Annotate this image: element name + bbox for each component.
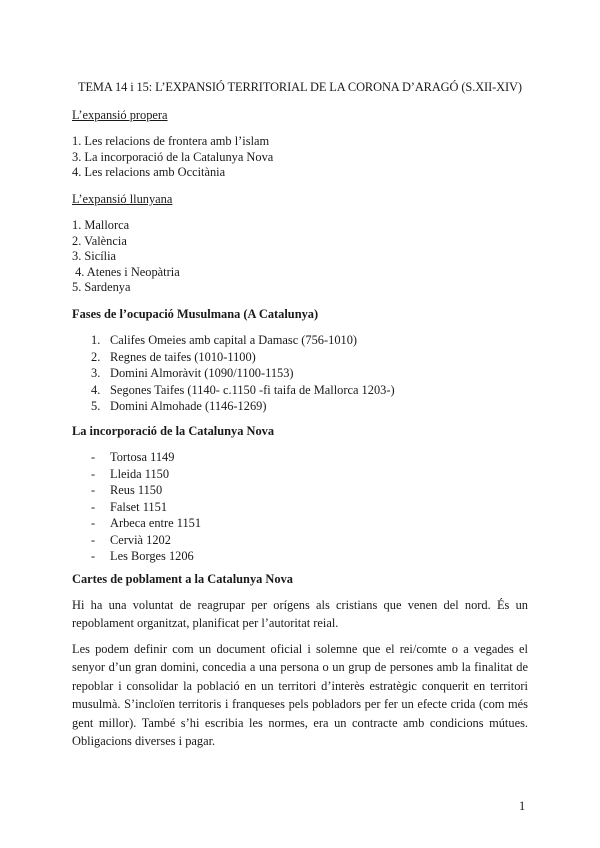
list-item: 3. La incorporació de la Catalunya Nova <box>72 149 274 164</box>
list-text: Califes Omeies amb capital a Damasc (756-1010) <box>110 333 358 347</box>
list-item <box>72 548 528 565</box>
section-fases <box>72 307 528 323</box>
list-item: 1. Mallorca <box>72 218 130 232</box>
list-text: Domini Almohade (1146-1269) <box>110 399 267 413</box>
list-item <box>72 382 528 399</box>
section-expansio-llunyana <box>72 192 528 208</box>
dash-bullet: - <box>91 466 96 481</box>
list-number: 5. <box>91 399 101 413</box>
dash-bullet: - <box>91 483 96 497</box>
dash-bullet: - <box>91 532 96 547</box>
paragraph-cartes-2: Les podem definir com un document oficial i solemne que el rei/comte o a vegades el senyor d’un gran domini, concedia a una persona o un grup de persones amb la finalitat de repoblar i consolidar la població en un territori d’interès estratègic conquerit en territori musulmà. S’incloïen territoris i franqueses pels pobladors per fer un efecte crida (com més gent millor). També s’hi escribia les normes, era un contracte amb condicions mútues. Obligacions diverses i pagar. <box>72 642 528 749</box>
list-item: 4. Atenes i Neopàtria <box>72 264 180 279</box>
list-text: Domini Almoràvit (1090/1100-1153) <box>110 366 294 380</box>
list-number: 2. <box>91 349 101 364</box>
list-item: 3. Sicília <box>72 249 117 264</box>
list-item <box>72 499 528 516</box>
list-text: Lleida 1150 <box>110 466 170 481</box>
list-item: 5. Sardenya <box>72 280 131 295</box>
list-text: Les Borges 1206 <box>110 549 194 563</box>
list-text: Regnes de taifes (1010-1100) <box>110 349 256 364</box>
list-number: 4. <box>91 382 101 397</box>
list-text: Tortosa 1149 <box>110 450 175 464</box>
section-catalunya-nova <box>72 424 528 440</box>
list-number: 3. <box>91 366 101 380</box>
list-expansio-llunyana <box>72 218 528 296</box>
list-item <box>72 365 528 382</box>
list-fases <box>72 332 528 415</box>
list-item <box>72 515 528 532</box>
list-item: 1. Les relacions de frontera amb l’islam <box>72 134 270 148</box>
list-item <box>72 349 528 366</box>
list-item <box>72 482 528 499</box>
section-expansio-propera <box>72 108 528 124</box>
list-item <box>72 398 528 415</box>
document-title: TEMA 14 i 15: L’EXPANSIÓ TERRITORIAL DE LA CORONA D’ARAGÓ (S.XII-XIV) <box>78 80 522 94</box>
heading-cartes: Cartes de poblament a la Catalunya Nova <box>72 572 293 586</box>
dash-bullet: - <box>91 516 96 530</box>
list-number: 1. <box>91 333 101 347</box>
heading-fases: Fases de l’ocupació Musulmana (A Catalunya) <box>72 307 319 321</box>
list-text: Segones Taifes (1140- c.1150 -fi taifa de Mallorca 1203-) <box>110 382 395 397</box>
list-item: 2. València <box>72 233 127 248</box>
heading-expansio-propera: L’expansió propera <box>72 108 168 122</box>
heading-expansio-llunyana: L’expansió llunyana <box>72 192 173 206</box>
dash-bullet: - <box>91 499 96 514</box>
paragraph-cartes-1: Hi ha una voluntat de reagrupar per orígens als cristians que venen del nord. És un repoblament organitzat, planificat per l’autoritat reial. <box>72 598 528 631</box>
list-text: Reus 1150 <box>110 483 163 497</box>
list-text: Falset 1151 <box>110 499 168 514</box>
page-number: 1 <box>519 799 526 813</box>
section-cartes <box>72 572 528 588</box>
list-item <box>72 332 528 349</box>
list-item <box>72 449 528 466</box>
dash-bullet: - <box>91 450 96 464</box>
list-item: 4. Les relacions amb Occitània <box>72 165 226 180</box>
dash-bullet: - <box>91 549 96 563</box>
list-item <box>72 466 528 483</box>
heading-catalunya-nova: La incorporació de la Catalunya Nova <box>72 424 275 438</box>
list-text: Arbeca entre 1151 <box>110 516 202 530</box>
list-item <box>72 532 528 549</box>
list-expansio-propera <box>72 134 528 181</box>
list-text: Cervià 1202 <box>110 532 171 547</box>
list-catalunya-nova <box>72 449 528 565</box>
